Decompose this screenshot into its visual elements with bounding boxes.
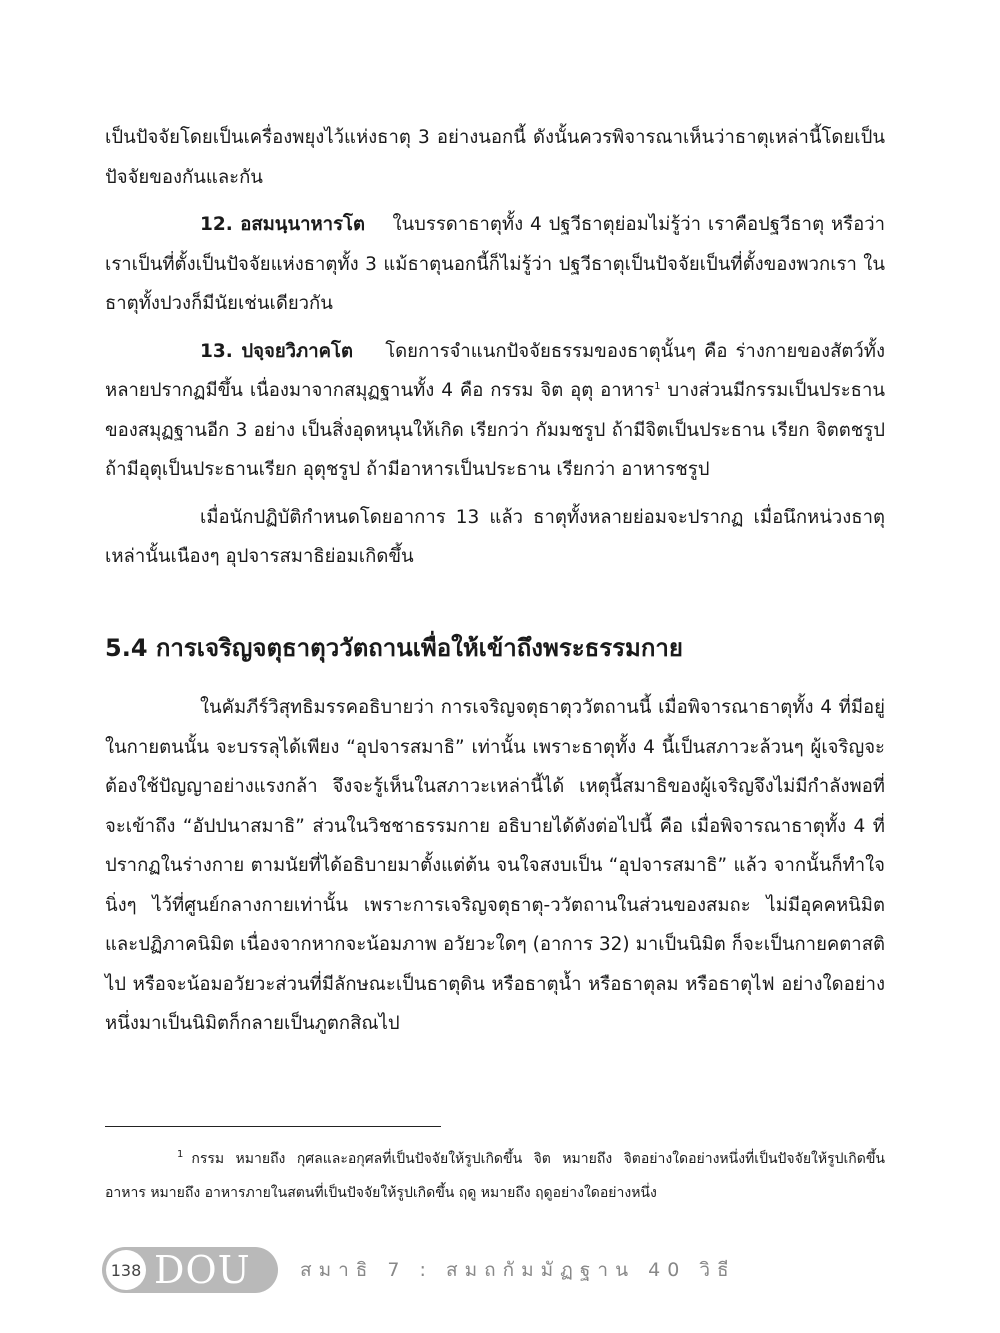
book-title: สมาธิ 7 : สมถกัมมัฏฐาน 40 วิธี bbox=[300, 1259, 736, 1281]
footnote bbox=[105, 1142, 885, 1210]
footnote-body bbox=[105, 1142, 885, 1210]
dou-logo: DOU bbox=[154, 1248, 251, 1292]
item-13-paragraph bbox=[105, 332, 885, 490]
footnote-text: กรรม หมายถึง กุศลและอกุศลที่เป็นปัจจัยให้รูปเกิดขึ้น จิต หมายถึง จิตอย่างใดอย่างหนึ่งที่เป็นปัจจัยให้รูปเกิดขึ้น อาหาร หมายถึง อาหารภายในสตนที่เป็นปัจจัยให้รูปเกิดขึ้น ฤดู หมายถึง ฤดูอย่างใดอย่างหนึ่ง bbox=[105, 1151, 885, 1201]
page-footer bbox=[102, 1247, 736, 1293]
page-number: 138 bbox=[106, 1250, 146, 1290]
item-12-text: ในบรรดาธาตุทั้ง 4 ปฐวีธาตุย่อมไม่รู้ว่า เราคือปฐวีธาตุ หรือว่าเราเป็นที่ตั้งเป็นปัจจัยแห่งธาตุทั้ง 3 แม้ธาตุนอกนี้ก็ไม่รู้ว่า ปฐวีธาตุเป็นปัจจัยเป็นที่ตั้งของพวกเรา ในธาตุทั้งปวงก็มีนัยเช่นเดียวกัน bbox=[105, 214, 885, 314]
item-12-term: 12. อสมนฺนาหารโต bbox=[200, 214, 365, 235]
item-13-text-b: บางส่วนมีกรรมเป็นประธานของสมุฏฐานอีก 3 อย่าง เป็นสิ่งอุดหนุนให้เกิด เรียกว่า กัมมชรูป ถ้ามีจิตเป็นประธาน เรียก จิตตชรูป ถ้ามีอุตุเป็นประธานเรียก อุตุชรูป ถ้ามีอาหารเป็นประธาน เรียกว่า อาหารชรูป bbox=[105, 380, 885, 480]
paragraph-continuation: เป็นปัจจัยโดยเป็นเครื่องพยุงไว้แห่งธาตุ 3 อย่างนอกนี้ ดังนั้นควรพิจารณาเห็นว่าธาตุเหล่านี้โดยเป็นปัจจัยของกันและกัน bbox=[105, 127, 885, 188]
item-13-text-a: โดยการจำแนกปัจจัยธรรมของธาตุนั้นๆ คือ ร่างกายของสัตว์ทั้งหลายปรากฏมีขึ้น เนื่องมาจากสมุฏฐานทั้ง 4 คือ กรรม จิต อุตุ อาหาร bbox=[105, 340, 885, 401]
footnote-reference: 1 bbox=[654, 380, 661, 392]
footer-badge bbox=[102, 1247, 278, 1293]
section-heading: 5.4 การเจริญจตุธาตุววัตถานเพื่อให้เข้าถึงพระธรรมกาย bbox=[105, 634, 683, 662]
main-text-block bbox=[105, 118, 885, 577]
paragraph-after-13: เมื่อนักปฏิบัติกำหนดโดยอาการ 13 แล้ว ธาตุทั้งหลายย่อมจะปรากฏ เมื่อนึกหน่วงธาตุเหล่านั้นเนืองๆ อุปจารสมาธิย่อมเกิดขึ้น bbox=[105, 506, 885, 567]
item-12-paragraph bbox=[105, 205, 885, 324]
section-body bbox=[105, 688, 885, 1044]
footnote-divider bbox=[105, 1126, 441, 1127]
item-13-term: 13. ปจฺจยวิภาคโต bbox=[200, 340, 353, 362]
section-paragraph: ในคัมภีร์วิสุทธิมรรคอธิบายว่า การเจริญจตุธาตุววัตถานนี้ เมื่อพิจารณาธาตุทั้ง 4 ที่มีอยู่ในกายตนนั้น จะบรรลุได้เพียง “อุปจารสมาธิ” เท่านั้น เพราะธาตุทั้ง 4 นี้เป็นสภาวะล้วนๆ ผู้เจริญจะต้องใช้ปัญญาอย่างแรงกล้า จึงจะรู้เห็นในสภาวะเหล่านี้ได้ เหตุนี้สมาธิของผู้เจริญจึงไม่มีกำลังพอที่จะเข้าถึง “อัปปนาสมาธิ” ส่วนในวิชชาธรรมกาย อธิบายได้ดังต่อไปนี้ คือ เมื่อพิจารณาธาตุทั้ง 4 ที่ปรากฏในร่างกาย ตามนัยที่ได้อธิบายมาตั้งแต่ต้น จนใจสงบเป็น “อุปจารสมาธิ” แล้ว จากนั้นก็ทำใจนิ่งๆ ไว้ที่ศูนย์กลางกายเท่านั้น เพราะการเจริญจตุธาตุ-ววัตถานในส่วนของสมถะ ไม่มีอุคคหนิมิตและปฏิภาคนิมิต เนื่องจากหากจะน้อมภาพ อวัยวะใดๆ (อาการ 32) มาเป็นนิมิต ก็จะเป็นกายคตาสติไป หรือจะน้อมอวัยวะส่วนที่มีลักษณะเป็นธาตุดิน หรือธาตุน้ำ หรือธาตุลม หรือธาตุไฟ อย่างใดอย่างหนึ่งมาเป็นนิมิตก็กลายเป็นภูตกสิณไป bbox=[105, 697, 885, 1034]
footnote-number: 1 bbox=[177, 1149, 184, 1161]
